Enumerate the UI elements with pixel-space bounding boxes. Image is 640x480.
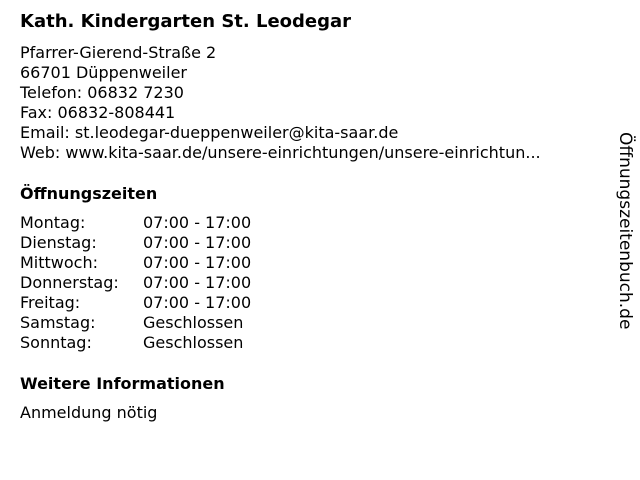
city-address: 66701 Düppenweiler [20, 63, 187, 82]
opening-hours-heading: Öffnungszeiten [20, 184, 158, 203]
further-info-text: Anmeldung nötig [20, 403, 158, 422]
hours-day: Samstag: [20, 313, 96, 332]
hours-time: 07:00 - 17:00 [143, 233, 252, 252]
hours-day: Freitag: [20, 293, 81, 312]
email-address: Email: st.leodegar-dueppenweiler@kita-saar.de [20, 123, 399, 142]
phone-number: Telefon: 06832 7230 [20, 83, 184, 102]
hours-day: Dienstag: [20, 233, 97, 252]
hours-time: 07:00 - 17:00 [143, 253, 252, 272]
further-info-heading: Weitere Informationen [20, 374, 225, 393]
hours-day: Sonntag: [20, 333, 92, 352]
hours-row-monday [20, 213, 610, 233]
hours-day: Mittwoch: [20, 253, 98, 272]
hours-day: Donnerstag: [20, 273, 119, 292]
hours-row-wednesday [20, 253, 610, 273]
street-address: Pfarrer-Gierend-Straße 2 [20, 43, 217, 62]
hours-time: Geschlossen [143, 333, 244, 352]
hours-time: 07:00 - 17:00 [143, 273, 252, 292]
hours-time: Geschlossen [143, 313, 244, 332]
address-block [20, 43, 610, 163]
hours-row-friday [20, 293, 610, 313]
site-watermark-label: Öffnungszeitenbuch.de [615, 132, 635, 330]
fax-number: Fax: 06832-808441 [20, 103, 176, 122]
hours-time: 07:00 - 17:00 [143, 293, 252, 312]
opening-hours-table [20, 213, 610, 353]
hours-row-saturday [20, 313, 610, 333]
page-title: Kath. Kindergarten St. Leodegar [20, 11, 352, 32]
hours-row-sunday [20, 333, 610, 353]
business-card [20, 10, 610, 423]
hours-row-thursday [20, 273, 610, 293]
hours-time: 07:00 - 17:00 [143, 213, 252, 232]
hours-row-tuesday [20, 233, 610, 253]
website-address: Web: www.kita-saar.de/unsere-einrichtungen/unsere-einrichtun... [20, 143, 541, 162]
hours-day: Montag: [20, 213, 86, 232]
